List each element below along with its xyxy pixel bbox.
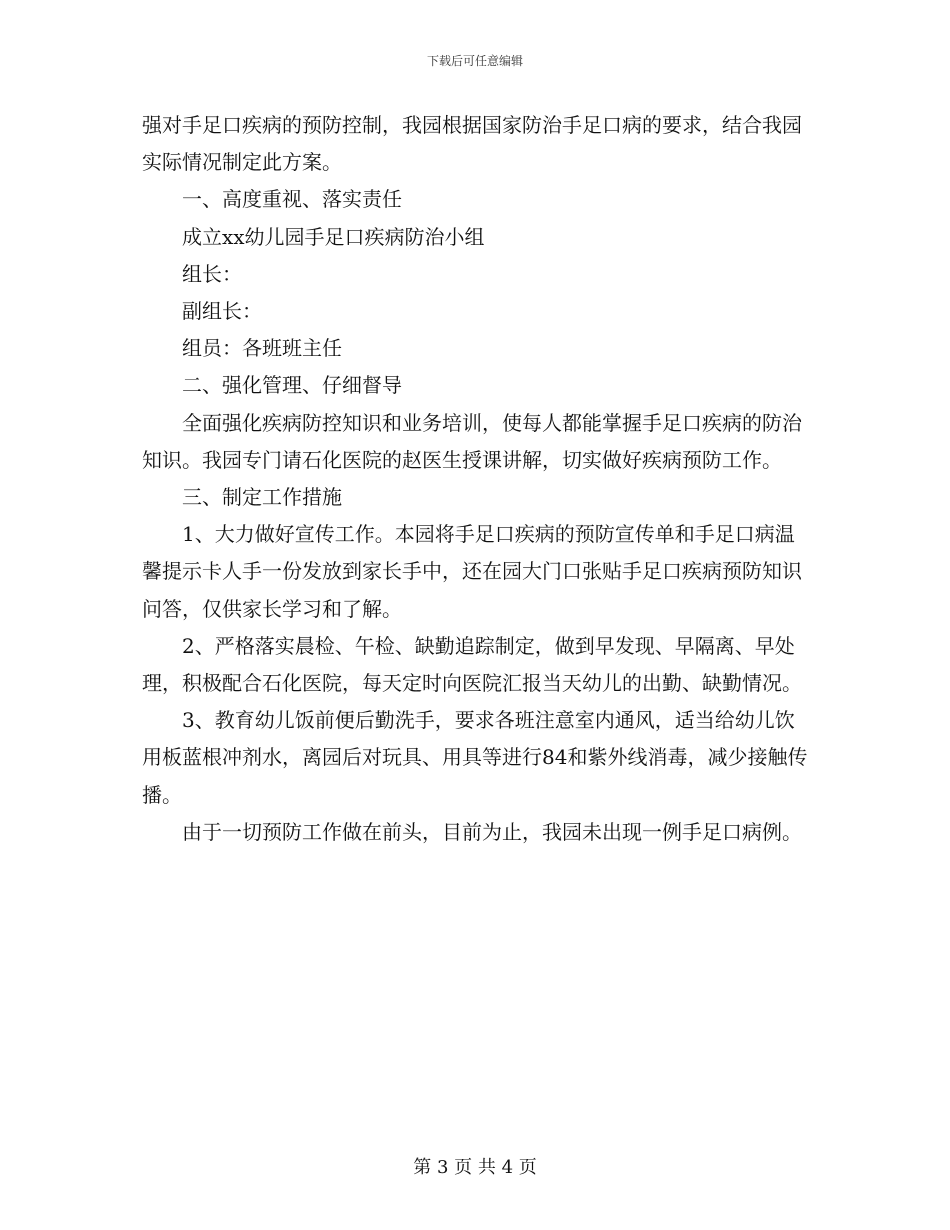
team-leader-line: 组长：	[182, 261, 242, 286]
measure-item-3: 3、教育幼儿饭前便后勤洗手，要求各班注意室内通风，适当给幼儿饮用板蓝根冲剂水，离园后对玩具、用具等进行84和紫外线消毒，减少接触传播。	[142, 708, 808, 807]
paragraph: 全面强化疾病防控知识和业务培训，使每人都能掌握手足口疾病的防治知识。我园专门请石化医院的赵医生授课讲解，切实做好疾病预防工作。	[142, 410, 802, 472]
page-footer: 第 3 页 共 4 页	[413, 1157, 537, 1178]
section-heading-3: 三、制定工作措施	[182, 485, 342, 510]
paragraph-continuation: 强对手足口疾病的预防控制，我园根据国家防治手足口病的要求，结合我园实际情况制定此方案。	[142, 113, 802, 175]
measure-item-2: 2、严格落实晨检、午检、缺勤追踪制定，做到早发现、早隔离、早处理，积极配合石化医院，每天定时向医院汇报当天幼儿的出勤、缺勤情况。	[142, 633, 802, 696]
section-heading-2: 二、强化管理、仔细督导	[182, 373, 402, 398]
page-header: 下载后可任意编辑	[426, 54, 523, 68]
paragraph: 成立xx幼儿园手足口疾病防治小组	[182, 224, 485, 249]
measure-item-1: 1、大力做好宣传工作。本园将手足口疾病的预防宣传单和手足口病温馨提示卡人手一份发放到家长手中，还在园大门口张贴手足口疾病预防知识问答，仅供家长学习和了解。	[142, 522, 802, 621]
document-body	[142, 107, 812, 851]
section-heading-1: 一、高度重视、落实责任	[182, 187, 402, 212]
deputy-leader-line: 副组长：	[182, 299, 262, 324]
paragraph-conclusion: 由于一切预防工作做在前头，目前为止，我园未出现一例手足口病例。	[182, 819, 802, 844]
team-members-line: 组员：各班班主任	[182, 336, 342, 361]
